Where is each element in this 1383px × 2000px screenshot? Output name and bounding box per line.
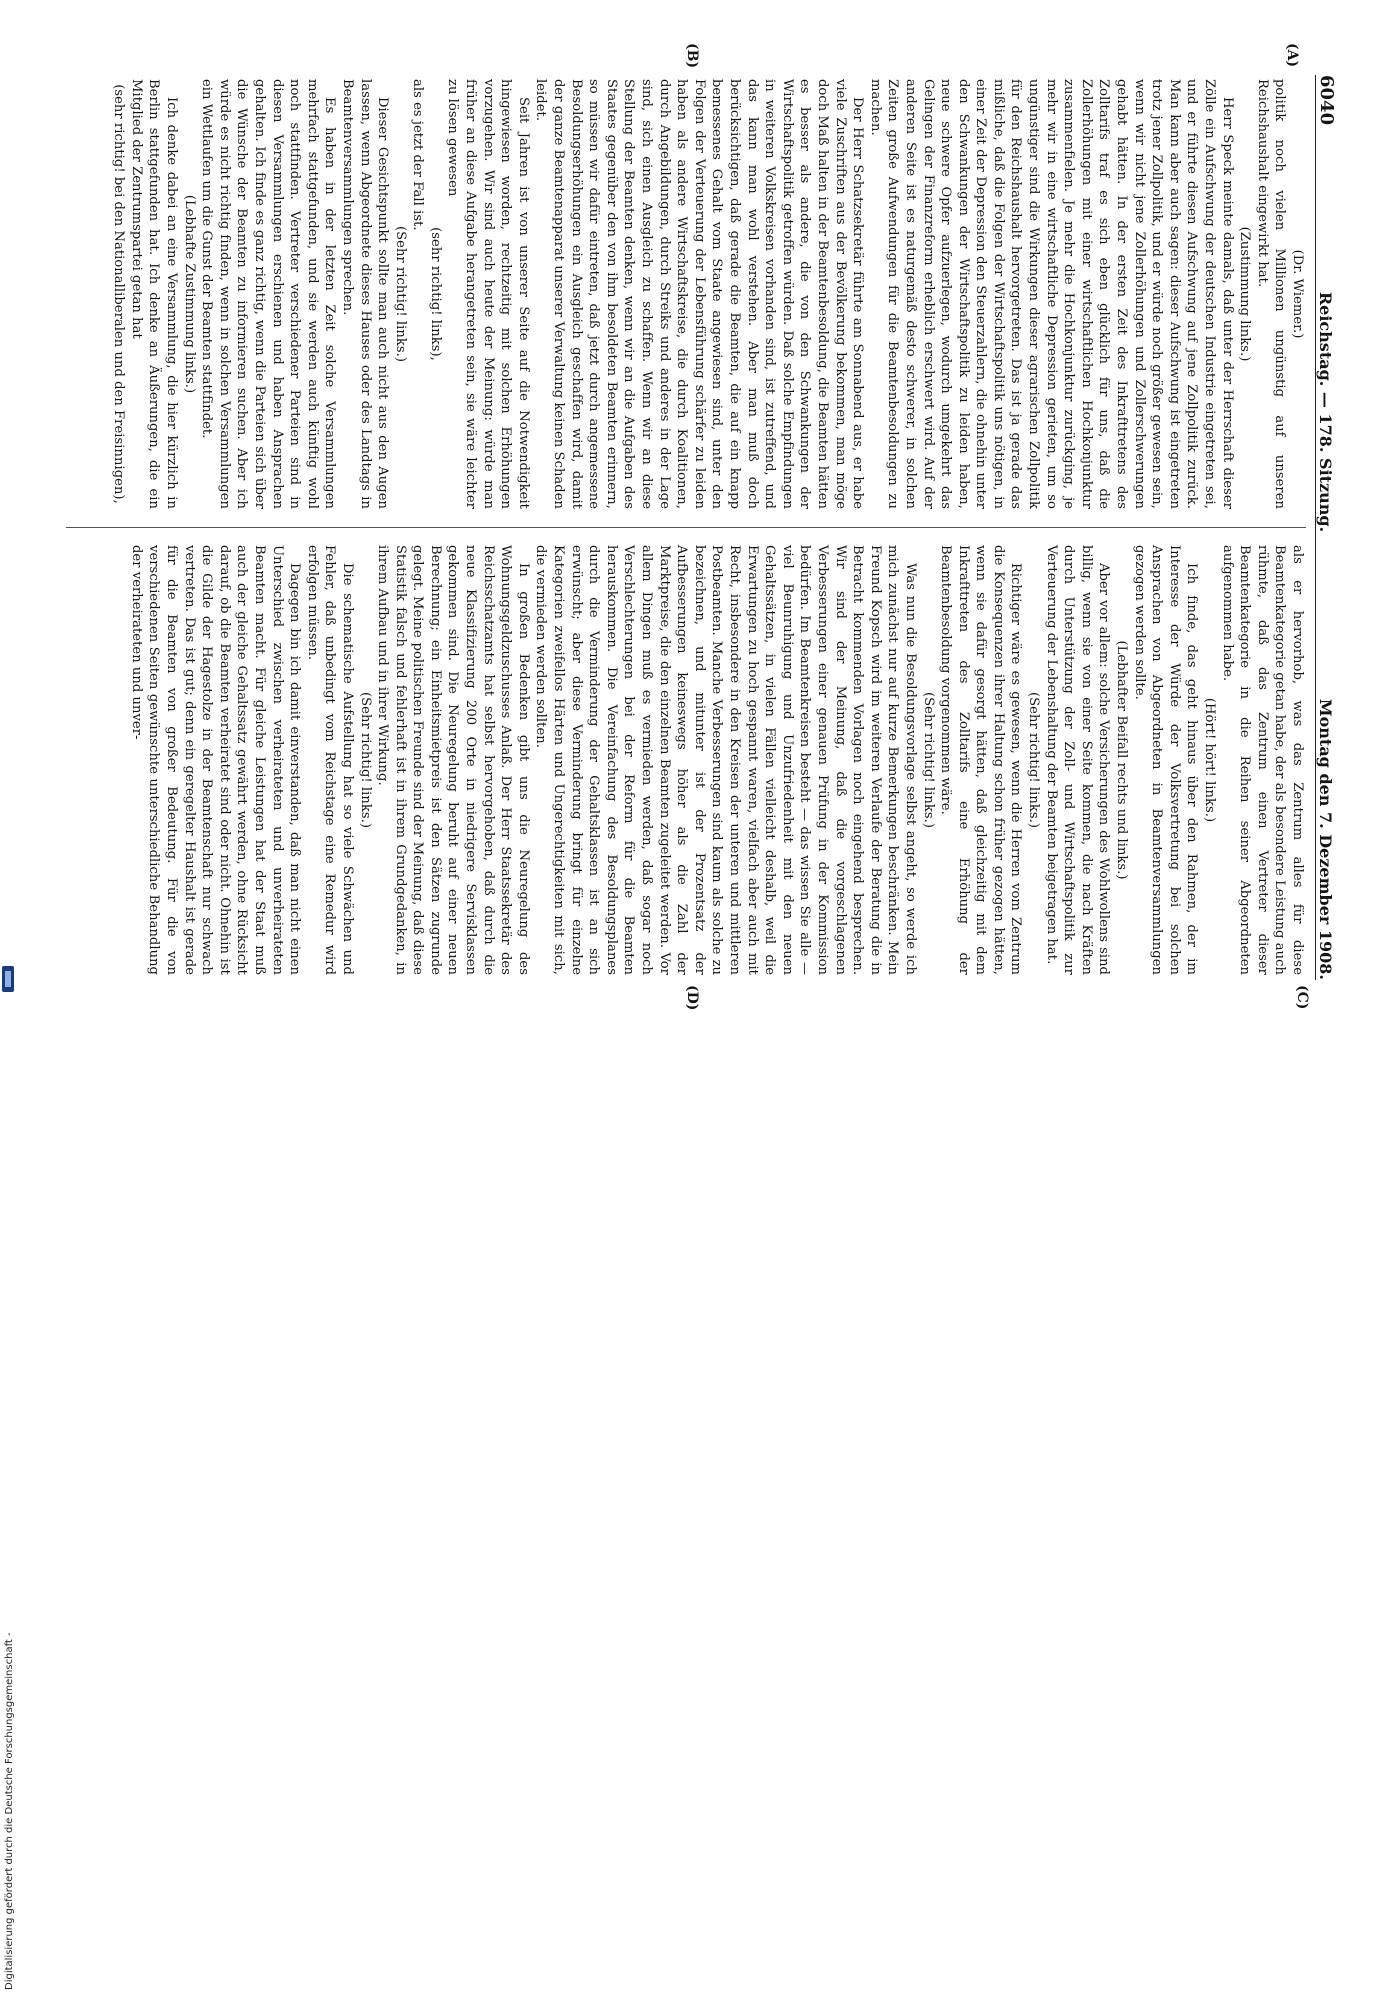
paragraph: Dagegen bin ich damit einverstanden, daß man nicht einen Unterschied zwischen verheirateten und unverheirateten Beamten macht. Für gleiche Leistungen hat der Staat muß auch der gleiche Gehaltssatz gewährt werden, ohne Rücksicht darauf, ob die Beamten verheiratet sind oder nicht. Ohnehin ist die Gilde der Hagestolze in der Beamtenschaft nur schwach vertreten. Das ist gut; denn ein geregelter Haushalt ist gerade für die Beamten von großer Bedeutung. Für die von verschiedenen Seiten gewünschte unterschiedliche Behandlung der verheirateten und unver- (128, 545, 303, 975)
margin-mark-a: (A) (1284, 43, 1300, 68)
paragraph: Aber vor allem: solche Versicherungen des Wohlwollens sind billig, wenn sie von einer Seite kommen, die nach Kräften durch Unterstützung der Zoll- und Wirtschaftspolitik zur Verteuerung der Lebenshaltung der Beamten beigetragen hat. (1043, 545, 1112, 975)
parenthetical-note: (Lebhafter Beifall rechts und links.) (1114, 640, 1130, 880)
margin-mark-d: (D) (684, 985, 700, 1011)
paragraph: Ich denke dabei an eine Versammlung, die hier kürzlich in Berlin stattgefunden hat. Ich denke an Äußerungen, die ein Mitglied der Zentrumspartei getan hat (128, 79, 179, 509)
paragraph: politik noch vielen Millionen ungünstig auf unseren Reichshaushalt eingewirkt hat. (1254, 79, 1288, 509)
parenthetical-note: (Sehr richtig! links.) (1026, 692, 1042, 828)
paragraph: Der Herr Schatzsekretär führte am Sonnabend aus, er habe viele Zuschriften aus der Bevölkerung bekommen, man möge doch Maß halten in der Beamtenbesoldung, die Beamten hätten es besser als andere, die von den Schwankungen der Wirtschaftspolitik getroffen würden. Daß solche Empfindungen in weiteren Volkskreisen vorhanden sind, ist zutreffend, und das kann man wohl verstehen. Aber man muß doch berücksichtigen, daß gerade die Beamten, die auf ein knapp bemessenes Gehalt vom Staate angewiesen sind, unter den Folgen der Verteuerung der Lebensführung schärfer zu leiden haben als andere Wirtschaftskreise, die durch Koalitionen, durch Angebildungen, durch Streiks und anderes in der Lage sind, sich einen Ausgleich zu schaffen. Wenn wir an diese Stellung der Beamten denken, wenn wir an die Aufgaben des Staates gegenüber den von ihm besoldeten Beamten erinnern, so müssen wir dafür eintreten, daß jetzt durch angemessene Besoldungserhöhungen ein Ausgleich geschaffen wird, damit der ganze Beamtenapparat unserer Verwaltung keinen Schaden leidet. (533, 79, 866, 509)
digitization-note (2, 1000, 18, 2000)
paragraph: Die schematische Aufstellung hat so viele Schwächen und Fehler, daß unbedingt vom Reichstage eine Remedur wird erfolgen müssen. (304, 545, 355, 975)
paragraph: Was nun die Besoldungsvorlage selbst angeht, so werde ich mich zunächst nur auf kurze Bemerkungen beschränken. Mein Freund Kopsch wird im weiteren Verlaufe der Beratung die in Betracht kommenden Vorlagen noch eingehend besprechen. Wir sind der Meinung, daß die vorgeschlagenen Verbesserungen einer genauen Prüfung in der Kommission bedürfen. Im Beamtenkreisen besteht — das wissen Sie alle — viel Beunruhigung und Unzufriedenheit mit den neuen Gehaltssätzen, in vielen Fällen vielleicht deshalb, weil die Erwartungen zu hoch gespannt waren, vielfach aber auch mit Recht, insbesondere in den Kreisen der unteren und mittleren Postbeamten. Manche Verbesserungen sind kaum als solche zu bezeichnen, und mitunter ist der Prozentsatz der Aufbesserungen keineswegs höher als die Zahl der Marktpreise, die den einzelnen Beamten zugeleitet werden. Vor allem Dingen muß es vermieden werden, daß sogar noch Verschlechterungen bei der Reform für die Beamten herauskommen. Die Vereinfachung des Besoldungsplanes durch die Verminderung der Gehaltsklassen ist an sich erwünscht; aber diese Verminderung bringt für einzelne Kategorien zweifellos Härten und Ungerechtigkeiten mit sich, die vermieden werden sollten. (533, 545, 918, 975)
parenthetical-note: (Sehr richtig! links.) (920, 692, 936, 828)
dfg-logo-icon (2, 966, 14, 992)
paragraph: Herr Speck meinte damals, daß unter der Herrschaft dieser Zölle ein Aufschwung der deutschen Industrie eingetreten sei, und er führte diesen Aufschwung auf jene Zollpolitik zurück. Man kann aber auch sagen: dieser Aufschwung ist eingetreten trotz jener Zollpolitik, und er würde noch größer gewesen sein, wenn wir nicht jene Zollerhöhungen und Zollerschwerungen gehabt hätten. In der ersten Zeit des Inkrafttretens des Zolltarifs traf es sich eben glücklich für uns, daß die Zollerhöhungen mit einer wirtschaftlichen Hochkonjunktur zusammenfielen. Je mehr die Hochkonjunktur zurückging, je mehr wir in eine wirtschaftliche Depression gerieten, um so ungünstiger sind die Wirkungen dieser agrarischen Zollpolitik für den Reichshaushalt hervorgetreten. Das ist ja gerade das mißliche, daß die Folgen der Wirtschaftspolitik uns nötigen, in einer Zeit der Depression den Steuerzahlern, die ohnehin unter den Schwankungen der Wirtschaftspolitik zu leiden haben, neue schwere Opfer aufzuerlegen, wodurch umgekehrt das Gelingen der Finanzreform erheblich erschwert wird. Auf der anderen Seite ist es naturgemäß desto schwerer, in solchen Zeiten große Aufwendungen für die Beamtenbesoldungen zu machen. (867, 79, 1235, 509)
session-date: Montag den 7. Dezember 1908. (1316, 698, 1335, 980)
page-number: 6040 (1316, 75, 1337, 126)
margin-mark-b: (B) (684, 43, 700, 69)
session-title: Reichstag. — 178. Sitzung. (1316, 291, 1335, 533)
margin-mark-c: (C) (1294, 985, 1310, 1010)
parenthetical-note: (sehr richtig! bei den Nationalliberalen und den Freisinnigen), (111, 84, 127, 504)
parenthetical-note: (Zustimmung links.) (1237, 226, 1253, 362)
paragraph: Dieser Gesichtspunkt sollte man auch nicht aus den Augen lassen, wenn Abgeordnete dieses Hauses oder des Landtags in Beamtenversammlungen sprechen. (339, 79, 391, 509)
paragraph: Ich finde, das geht hinaus über den Rahmen, der im Interesse der Würde der Volksvertretung bei solchen Ansprachen von Abgeordneten in Beamtenversammlungen gezogen werden sollte. (1131, 545, 1200, 975)
right-column (56, 545, 1306, 975)
paragraph: als er hervorhob, was das Zentrum alles für diese Beamtenkategorie getan habe, der als besondere Leistung auch rühmte, daß das Zentrum einen Vertreter dieser Beamtenkategorie in die Reihen seiner Abgeordneten aufgenommen habe. (1219, 545, 1305, 975)
parenthetical-note: (Dr. Wiemer.) (1290, 249, 1305, 339)
paragraph: als es jetzt der Fall ist. (410, 79, 426, 231)
paragraph: Richtiger wäre es gewesen, wenn die Herren vom Zentrum die Konsequenzen ihrer Haltung schon früher gezogen hätten, wenn sie dafür gesorgt hätten, daß gleichzeitig mit dem Inkrafttreten des Zolltarifs eine Erhöhung der Beamtenbesoldung vorgenommen wäre. (938, 545, 1024, 975)
parenthetical-note: (Sehr richtig! links.) (392, 226, 408, 362)
document-page (50, 43, 1340, 1011)
parenthetical-note: (Lebhafte Zustimmung links.) (181, 194, 197, 394)
paragraph: In großen Bedenken gibt uns die Neuregelung des Wohnungsgeldzuschusses Anlaß. Der Herr Staatssekretär des Reichsschatzamts hat selbst hervorgehoben, daß durch die neue Klassifizierung 200 Orte in niedrigere Servisklassen gekommen sind. Die Neuregelung beruht auf einer neuen Berechnung; ein Einheitsmietpreis ist den Sätzen zugrunde gelegt. Meine politischen Freunde sind der Meinung, daß diese Statistik falsch und fehlerhaft ist in ihrem Grundgedanken, in ihrem Aufbau und in ihrer Wirkung. (375, 545, 531, 975)
parenthetical-note: (sehr richtig! links), (427, 227, 443, 361)
column-divider (66, 527, 1306, 528)
page-header (1315, 75, 1340, 980)
digitization-note-text: Digitalisierung gefördert durch die Deutsche Forschungsgemeinschaft - (4, 1632, 15, 1990)
parenthetical-note: (Sehr richtig! links.) (357, 692, 373, 828)
paragraph: Seit Jahren ist von unserer Seite auf die Notwendigkeit hingewiesen worden, rechtzeitig mit solchen Erhöhungen vorzugehen. Wir sind auch heute der Meinung: würde man früher an diese Aufgabe herangetreten sein, sie wäre leichter zu lösen gewesen (445, 79, 531, 509)
left-column (56, 79, 1306, 509)
parenthetical-note: (Hört! hört! links.) (1202, 697, 1218, 823)
paragraph: Es haben in der letzten Zeit solche Versammlungen mehrfach stattgefunden, und sie werden auch künftig wohl noch stattfinden. Vertreter verschiedener Parteien sind in diesen Versammlungen erschienen und haben Ansprachen gehalten. Ich finde es ganz richtig, wenn die Parteien sich über die Wünsche der Beamten zu informieren suchen. Aber ich würde es nicht richtig finden, wenn in solchen Versammlungen ein Wettlaufen um die Gunst der Beamten stattfindet. (199, 79, 338, 509)
